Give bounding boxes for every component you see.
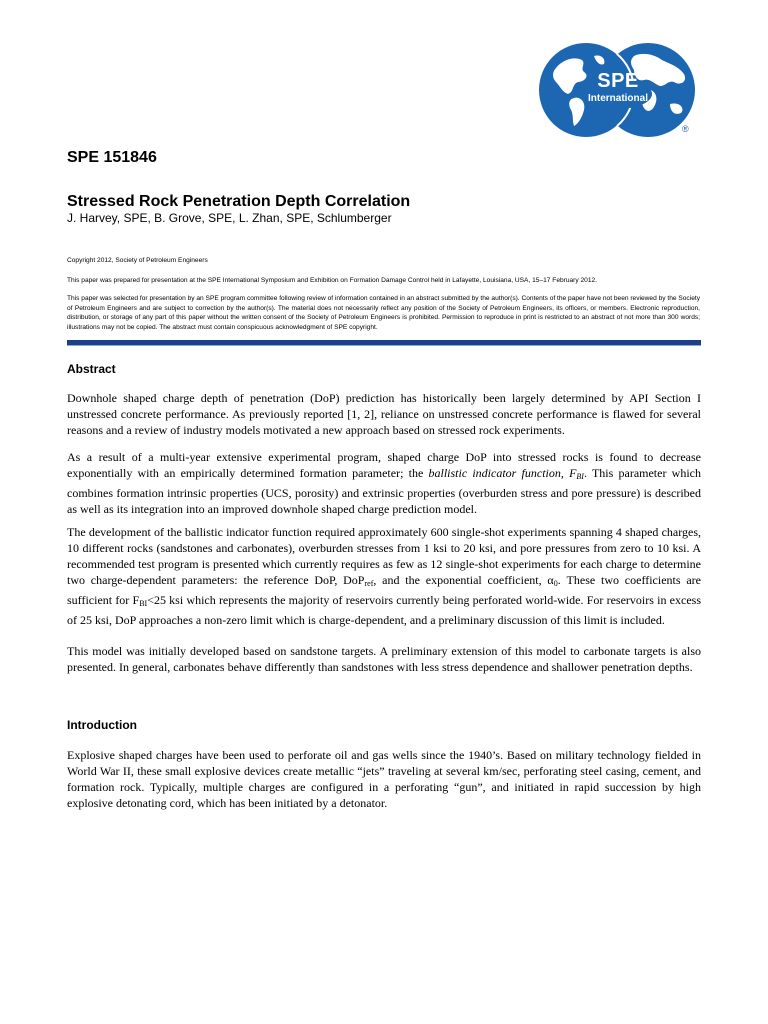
alpha-subscript: 0 bbox=[553, 579, 558, 588]
abstract-paragraph-2 bbox=[67, 449, 701, 517]
ballistic-indicator-label: ballistic indicator function, F bbox=[428, 466, 577, 480]
presentation-notice: This paper was prepared for presentation at the SPE International Symposium and Exhibition on Formation Damage Control held in Lafayette, Louisiana, USA, 15–17 February 2012. bbox=[67, 277, 598, 284]
copyright-notice: Copyright 2012, Society of Petroleum Engineers bbox=[67, 257, 208, 264]
logo-text-international: International bbox=[587, 93, 648, 104]
selection-notice: This paper was selected for presentation by an SPE program committee following review of information contained in an abstract submitted by the author(s). Contents of the paper have not been reviewed by the Society of Petroleum Engineers and are subject to correction by the author(s). The material does not necessarily reflect any position of the Society of Petroleum Engineers, its officers, or members. Electronic reproduction, distribution, or storage of any part of this paper without the written consent of the Society of Petroleum Engineers is prohibited. Permission to reproduce in print is restricted to an abstract of not more than 300 words; illustrations may not be copied. The abstract must contain conspicuous acknowledgment of SPE copyright. bbox=[67, 295, 700, 331]
abstract-p2-text-a: As a result of a multi-year extensive experimental program, shaped charge DoP into stressed rocks is found to decrease exponentially with an empirically determined formation parameter; the bbox=[67, 450, 701, 480]
abstract-paragraph-3 bbox=[67, 524, 701, 628]
abstract-paragraph-4: This model was initially developed based on sandstone targets. A preliminary extension of this model to carbonate targets is also presented. In general, carbonates behave differently than sandstones with less stress dependence and shallower penetration depths. bbox=[67, 644, 701, 674]
introduction-paragraph-1: Explosive shaped charges have been used to perforate oil and gas wells since the 1940’s. Based on military technology fielded in World War II, these small explosive devices create metallic “jets” traveling at several km/sec, perforating steel casing, cement, and formation rock. Typically, multiple charges are configured in a perforating “gun”, and initiated in rapid succession by high explosive detonating cord, which has been initiated by a detonator. bbox=[67, 748, 701, 810]
fbi-subscript-2: BI bbox=[139, 599, 148, 608]
header-divider-shadow bbox=[67, 345, 701, 346]
spe-international-logo bbox=[538, 42, 696, 138]
abstract-paragraph-1: Downhole shaped charge depth of penetration (DoP) prediction has historically been largely determined by API Section I unstressed concrete performance. As previously reported [1, 2], reliance on unstressed concrete performance is flawed for several reasons and a review of industry models motivated a new approach based on stressed rock experiments. bbox=[67, 391, 701, 437]
paper-number: SPE 151846 bbox=[67, 149, 157, 166]
authors: J. Harvey, SPE, B. Grove, SPE, L. Zhan, SPE, Schlumberger bbox=[67, 211, 392, 225]
abstract-p3-text-a: The development of the ballistic indicator function required approximately 600 single-shot experiments spanning 4 shaped charges, 10 different rocks (sandstones and carbonates), overburden stresses from 1 ksi to 20 ksi, and pore pressures from zero to 10 ksi. A recommended test program is presented which currently requires as few as 12 single-shot experiments for each charge to determine two charge-dependent parameters: the reference DoP, DoP bbox=[67, 525, 701, 587]
logo-text-spe: SPE bbox=[597, 70, 639, 92]
registered-mark: ® bbox=[682, 124, 689, 134]
abstract-p3-text-c: . These two coefficients are sufficient for F bbox=[67, 573, 701, 607]
fbi-subscript: BI bbox=[576, 472, 584, 481]
introduction-heading: Introduction bbox=[67, 718, 137, 732]
abstract-p3-text-d: <25 ksi which represents the majority of reservoirs currently being perforated world-wide. For reservoirs in excess of 25 ksi, DoP approaches a non-zero limit which is charge-dependent, and a preliminary discussion of this limit is included. bbox=[67, 593, 702, 627]
dop-ref-subscript: ref bbox=[364, 579, 374, 588]
abstract-heading: Abstract bbox=[67, 362, 116, 376]
paper-title: Stressed Rock Penetration Depth Correlation bbox=[67, 193, 411, 210]
abstract-p3-text-b: , and the exponential coefficient, α bbox=[373, 573, 554, 587]
abstract-p2-text-b: . This parameter which combines formation intrinsic properties (UCS, porosity) and extrinsic properties (overburden stress and pore pressure) is described as well as its integration into an improved downhole shaped charge prediction model. bbox=[67, 466, 701, 516]
ballistic-indicator-term bbox=[428, 466, 584, 480]
